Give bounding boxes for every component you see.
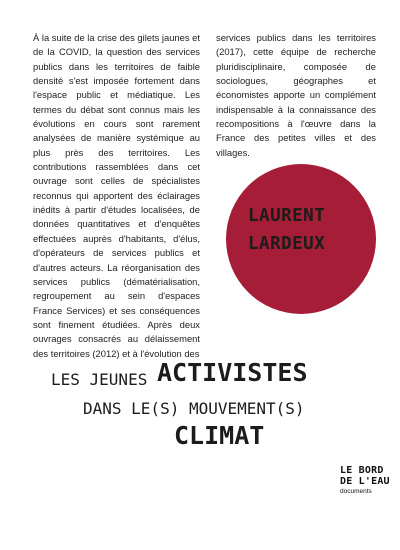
- title-line1-small: LES JEUNES: [51, 370, 148, 389]
- publisher-logo: [340, 465, 390, 496]
- publisher-logo-line1: LE BORD: [340, 465, 384, 476]
- publisher-logo-subline: documents: [340, 488, 372, 495]
- publisher-logo-line2: DE L'EAU: [340, 475, 390, 487]
- title-line2-small: DANS LE(S) MOUVEMENT(S): [83, 399, 305, 418]
- back-cover-text-left: À la suite de la crise des gilets jaunes et de la COVID, la question des services publics dans les territoires de faible densité s'est imposée fortement dans l'espace public et médiatique. Les termes du débat sont connus mais les évolutions en cours sont rarement analysées de manière systémique au plus près des territoires. Les contributions rassemblées dans cet ouvrage sont celles de spécialistes reconnus qui apportent des éclairages inédits à partir d'études localisées, de données quantitatives et d'enquêtes effectuées auprès d'habitants, d'élus, d'opérateurs de services publics et d'autres acteurs. La réorganisation des services publics (dématérialisation, regroupement au sein d'espaces France Services) et ses conséquences sont finement étudiées. Après deux ouvrages consacrés au délaissement des territoires (2012) et à l'évolution des: [33, 32, 200, 359]
- title-line2-big: CLIMAT: [174, 421, 265, 450]
- author-first-name: LAURENT: [248, 206, 326, 226]
- author-last-name: LARDEUX: [248, 234, 326, 254]
- back-cover-text-right: services publics dans les territoires (2017), cette équipe de recherche pluridisciplinaire, composée de sociologues, géographes et économistes apporte un complément indispensable à la connaissance des recompositions à l'œuvre dans la France des petites villes et des villages.: [216, 32, 376, 158]
- title-line1-big: ACTIVISTES: [157, 358, 308, 387]
